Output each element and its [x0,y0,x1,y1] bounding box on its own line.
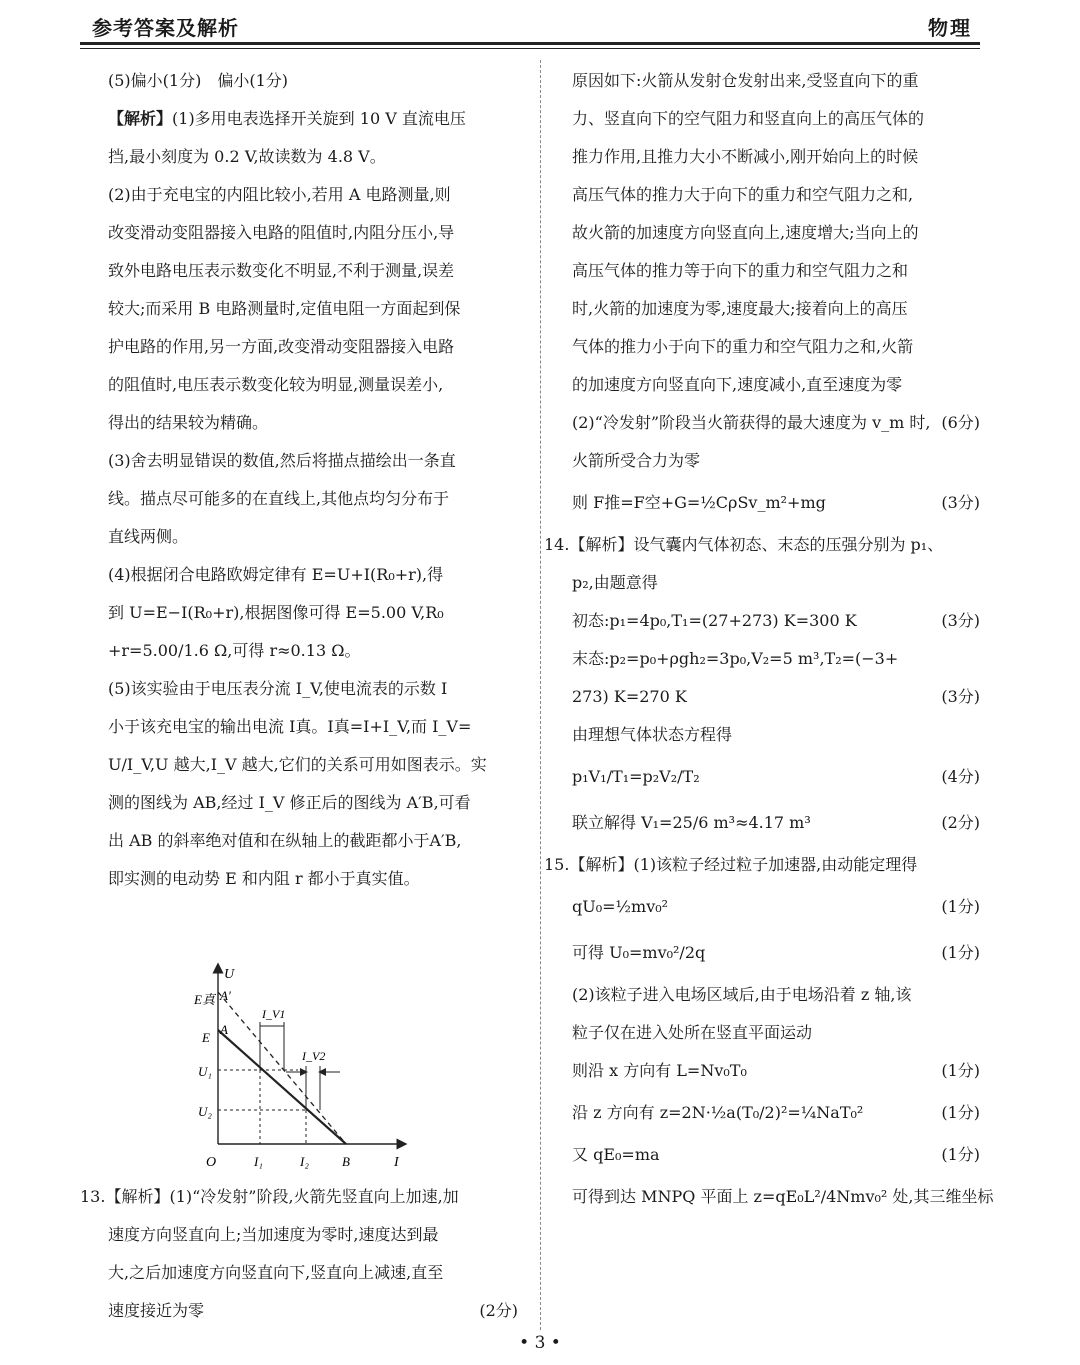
score: (6分) [941,413,980,432]
header-title: 参考答案及解析 [92,16,239,40]
score: (1分) [941,1145,980,1164]
page-header [80,8,980,40]
q15-eq5: 又 qE₀=ma [572,1145,660,1164]
q13-line: 大,之后加速度方向竖直向下,竖直向上减速,直至 [108,1263,444,1282]
q14-equation: p₁V₁/T₁=p₂V₂/T₂ [572,767,700,786]
q13-line: 高压气体的推力等于向下的重力和空气阻力之和 [572,261,909,280]
q15-line [572,1052,980,1090]
text-line: +r=5.00/1.6 Ω,可得 r≈0.13 Ω。 [108,641,361,660]
q13-left [80,1178,518,1330]
score: (4分) [941,767,980,786]
column-divider [540,60,541,1330]
right-column [544,62,994,1220]
q15-line: 粒子仅在进入处所在竖直平面运动 [572,1023,813,1042]
score: (2分) [941,813,980,832]
q15-line [572,930,980,976]
score: (1分) [941,943,980,962]
text-line: (3)舍去明显错误的数值,然后将描点描绘出一条直 [108,451,456,470]
label-u: U [224,967,235,982]
text-line: 到 U=E−I(R₀+r),根据图像可得 E=5.00 V,R₀ [108,603,444,622]
q13-line: 推力作用,且推力大小不断减小,刚开始向上的时候 [572,147,919,166]
text-line: (1)多用电表选择开关旋到 10 V 直流电压 [172,109,466,128]
label-b: B [342,1154,350,1169]
q15-line [572,1090,980,1136]
score: (2分) [479,1301,518,1320]
q13-line [108,1292,518,1330]
header-subject: 物理 [928,16,972,40]
measured-line-a-b [218,1030,346,1144]
page-number: • 3 • [519,1333,561,1353]
q15-line [572,1136,980,1174]
text-line: 的阻值时,电压表示数变化较为明显,测量误差小, [108,375,444,394]
left-column [108,62,518,898]
label-u1: U₁ [198,1064,212,1079]
text-line: 护电路的作用,另一方面,改变滑动变阻器接入电路 [108,337,455,356]
q13-equation-line [572,480,980,526]
q14-final: 273) K=270 K [572,687,687,706]
q13-line: 火箭所受合力为零 [572,451,701,470]
text-line: (4)根据闭合电路欧姆定律有 E=U+I(R₀+r),得 [108,565,444,584]
text-line: 得出的结果较为精确。 [108,413,269,432]
q13-line: 的加速度方向竖直向下,速度减小,直至速度为零 [572,375,903,394]
q15-text: 【解析】(1)该粒子经过粒子加速器,由动能定理得 [569,855,918,874]
q14-number: 14. [544,535,570,554]
text-line: 出 AB 的斜率绝对值和在纵轴上的截距都小于A′B, [108,831,462,850]
label-iv2: I_V2 [302,1049,326,1063]
q13-equation: 则 F推=F空+G=½CρSv_m²+mg [572,493,826,512]
q13-line: 速度方向竖直向上;当加速度为零时,速度达到最 [108,1225,439,1244]
u-i-graph [180,962,410,1174]
q14-text: 【解析】设气囊内气体初态、末态的压强分别为 p₁、 [569,535,944,554]
score: (1分) [941,1061,980,1080]
q15-line: (2)该粒子进入电场区域后,由于电场沿着 z 轴,该 [572,985,912,1004]
score: (1分) [941,1103,980,1122]
text-line: 改变滑动变阻器接入电路的阻值时,内阻分压小,导 [108,223,455,242]
q14-solve-line [572,800,980,846]
q15-line: 可得到达 MNPQ 平面上 z=qE₀L²/4Nmv₀² 处,其三维坐标 [572,1187,994,1206]
q15-eq3: 则沿 x 方向有 L=Nv₀T₀ [572,1061,747,1080]
text-line: 挡,最小刻度为 0.2 V,故读数为 4.8 V。 [108,147,386,166]
q13-text: 速度接近为零 [108,1301,205,1320]
q14-line: p₂,由题意得 [572,573,658,592]
text-line: 【解析】(1)多用电表选择开关旋到 10 V 直流电压 [108,109,466,128]
q14-solve: 联立解得 V₁=25/6 m³≈4.17 m³ [572,813,811,832]
header-rule-thin [80,48,980,49]
text-line: (2)由于充电宝的内阻比较小,若用 A 电路测量,则 [108,185,451,204]
text-line: (5)偏小(1分) 偏小(1分) [108,71,288,90]
label-i: I [394,1155,399,1170]
text-line: 较大;而采用 B 电路测量时,定值电阻一方面起到保 [108,299,461,318]
label-i1: I₁ [254,1154,263,1169]
label-u2: U₂ [198,1104,212,1119]
q13-line: 气体的推力小于向下的重力和空气阻力之和,火箭 [572,337,914,356]
text-line: 线。描点尽可能多的在直线上,其他点均匀分布于 [108,489,450,508]
q14-line: 由理想气体状态方程得 [572,725,733,744]
q15-eq1: qU₀=½mv₀² [572,897,669,916]
text-line: 直线两侧。 [108,527,189,546]
q14-line: 末态:p₂=p₀+ρgh₂=3p₀,V₂=5 m³,T₂=(−3+ [572,649,899,668]
q13-line: 故火箭的加速度方向竖直向上,速度增大;当向上的 [572,223,919,242]
q13-line: 高压气体的推力大于向下的重力和空气阻力之和, [572,185,914,204]
q13-text: 【解析】(1)“冷发射”阶段,火箭先竖直向上加速,加 [105,1187,459,1206]
text-line: 致外电路电压表示数变化不明显,不利于测量,误差 [108,261,455,280]
q14-line [572,678,980,716]
q14-init: 初态:p₁=4p₀,T₁=(27+273) K=300 K [572,611,857,630]
q14-line [572,602,980,640]
label-i2: I₂ [300,1154,309,1169]
q13-number: 13. [80,1187,106,1206]
label-a: A [220,1022,228,1037]
q13-line: 时,火箭的加速度为零,速度最大;接着向上的高压 [572,299,908,318]
header-rule-thick [80,42,980,45]
q15-line [572,884,980,930]
q14-line [544,526,980,564]
label-origin: O [206,1155,217,1170]
q15-number: 15. [544,855,570,874]
q13-line [80,1178,518,1216]
text-line: U/I_V,U 越大,I_V 越大,它们的关系可用如图表示。实 [108,755,487,774]
label-iv1: I_V1 [262,1007,286,1021]
text-line: 小于该充电宝的输出电流 I真。I真=I+I_V,而 I_V= [108,717,472,736]
q13-line: 原因如下:火箭从发射仓发射出来,受竖直向下的重 [572,71,919,90]
score: (3分) [941,687,980,706]
q15-line [544,846,980,884]
label-e-true: E真 [194,992,215,1007]
score: (3分) [941,611,980,630]
score: (3分) [941,493,980,512]
q13-line: (2)“冷发射”阶段当火箭获得的最大速度为 v_m 时, [572,413,931,432]
text-line: (5)该实验由于电压表分流 I_V,使电流表的示数 I [108,679,448,698]
text-line: 即实测的电动势 E 和内阻 r 都小于真实值。 [108,869,420,888]
q14-equation-line [572,754,980,800]
q15-eq4: 沿 z 方向有 z=2N·½a(T₀/2)²=¼NaT₀² [572,1103,864,1122]
q15-eq2: 可得 U₀=mv₀²/2q [572,943,706,962]
text-line: 测的图线为 AB,经过 I_V 修正后的图线为 A′B,可看 [108,793,471,812]
label-e: E [202,1030,210,1045]
label-a-prime: A′ [220,988,231,1003]
q13-line: 力、竖直向下的空气阻力和竖直向上的高压气体的 [572,109,925,128]
score: (1分) [941,897,980,916]
